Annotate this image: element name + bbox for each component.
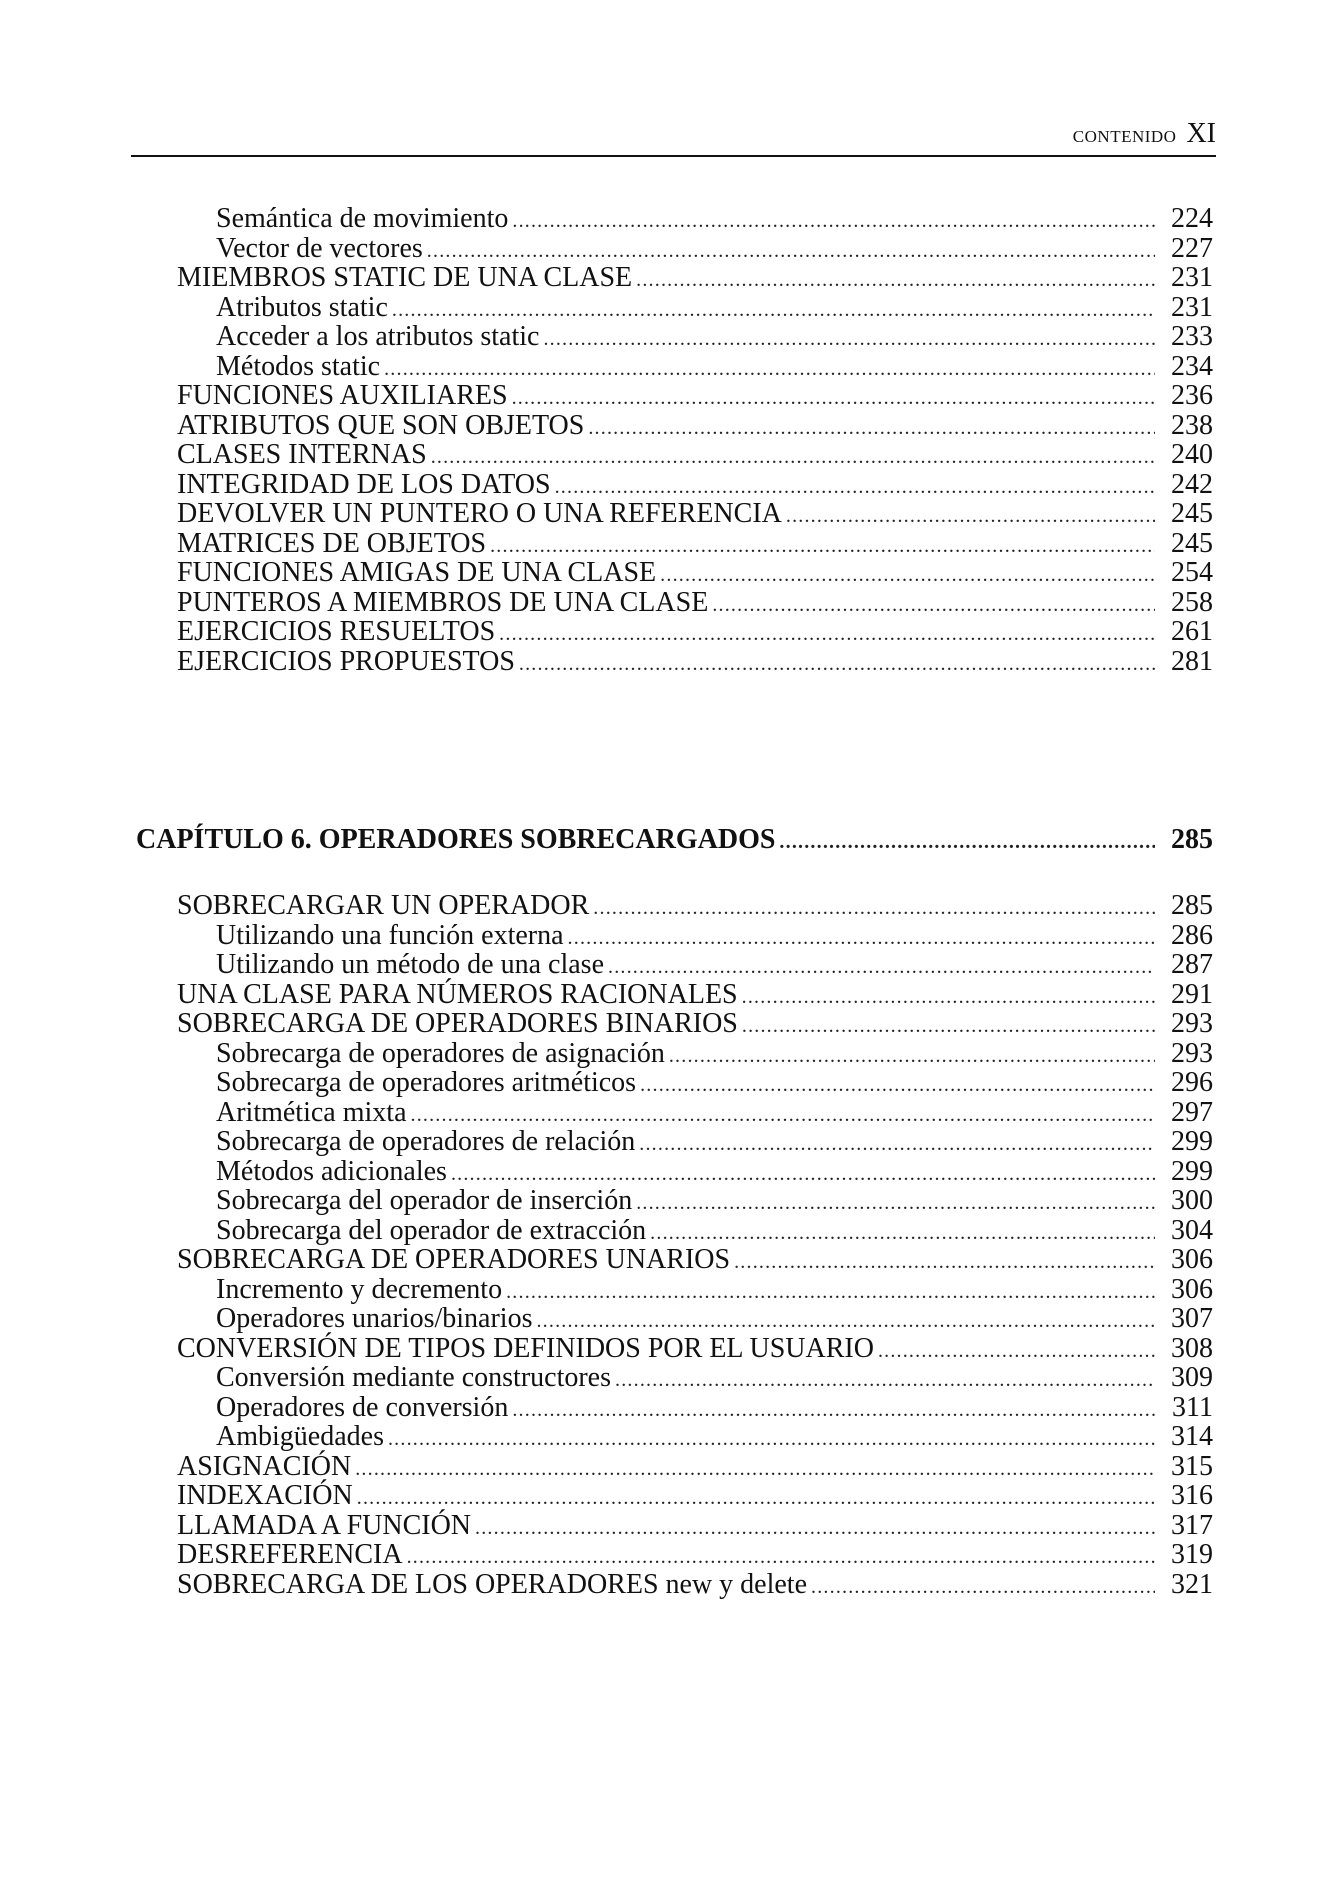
toc-entry-label: Sobrecarga del operador de inserción (216, 1185, 633, 1216)
toc-entry-label: Utilizando una función externa (216, 919, 564, 951)
toc-entry-label: SOBRECARGA DE OPERADORES BINARIOS (177, 1008, 738, 1039)
toc-entry-label: INDEXACIÓN (177, 1480, 353, 1511)
toc-entry-label: Atributos static (216, 291, 388, 323)
toc-entry-page: 231 (1171, 291, 1213, 323)
toc-entry-page: 261 (1171, 616, 1213, 647)
page-number: XI (1186, 118, 1216, 149)
running-header (131, 118, 1216, 150)
toc-entry-page: 234 (1171, 350, 1213, 382)
toc-entry-page: 306 (1171, 1273, 1213, 1305)
dot-leader (519, 648, 1155, 680)
toc-entry-label: CONVERSIÓN DE TIPOS DEFINIDOS POR EL USUARIO (177, 1332, 874, 1364)
toc-entry-page: 299 (1171, 1126, 1213, 1157)
toc-entry-page: 287 (1171, 949, 1213, 980)
toc-entry-page: 245 (1171, 498, 1213, 529)
toc-entry-page: 304 (1171, 1214, 1213, 1246)
toc-entry-label: EJERCICIOS PROPUESTOS (177, 645, 515, 677)
toc-entry-page: 285 (1171, 824, 1213, 855)
toc-entry-page: 308 (1171, 1332, 1213, 1364)
header-rule (131, 155, 1216, 157)
toc-entry-page: 321 (1171, 1568, 1213, 1600)
toc-entry-label: MIEMBROS STATIC DE UNA CLASE (177, 262, 633, 293)
toc-entry-page: 314 (1171, 1421, 1213, 1452)
toc-entry-page: 307 (1171, 1303, 1213, 1334)
toc-entry-label: Sobrecarga de operadores de relación (216, 1126, 636, 1157)
toc-entry-page: 306 (1171, 1244, 1213, 1275)
dot-leader (779, 826, 1155, 858)
toc-entry-page: 281 (1171, 645, 1213, 677)
toc-entry-label: Vector de vectores (216, 232, 423, 264)
toc-entry-page: 316 (1171, 1480, 1213, 1511)
toc-entry-label: Métodos static (216, 350, 381, 382)
toc-chapter-entry (136, 824, 1213, 858)
toc-entry-page: 317 (1171, 1509, 1213, 1541)
toc-entry-page: 286 (1171, 919, 1213, 951)
running-title: CONTENIDO (1072, 127, 1177, 146)
toc-entry-label: Semántica de movimiento (216, 203, 509, 234)
toc-entry-label: Sobrecarga del operador de extracción (216, 1214, 647, 1246)
toc-entry-label: Ambigüedades (216, 1421, 384, 1452)
toc-entry-label: Utilizando un método de una clase (216, 949, 604, 980)
toc-entry-label: Operadores de conversión (216, 1391, 509, 1423)
toc-entry-label: SOBRECARGAR UN OPERADOR (177, 890, 590, 921)
toc-entry-label: SOBRECARGA DE LOS OPERADORES new y delete (177, 1568, 808, 1600)
toc-entry-page: 293 (1171, 1037, 1213, 1069)
toc-entry (177, 1569, 1213, 1603)
toc-entry-page: 291 (1171, 978, 1213, 1010)
toc-entry-label: Acceder a los atributos static (216, 321, 540, 352)
toc-entry-page: 242 (1171, 468, 1213, 500)
toc-entry-label: ATRIBUTOS QUE SON OBJETOS (177, 409, 585, 441)
dot-leader (811, 1571, 1155, 1603)
toc-entry-page: 309 (1171, 1362, 1213, 1393)
toc-entry-label: PUNTEROS A MIEMBROS DE UNA CLASE (177, 586, 709, 618)
toc-entry-label: CAPÍTULO 6. OPERADORES SOBRECARGADOS (136, 824, 776, 855)
toc-entry-page: 224 (1171, 203, 1213, 234)
toc-entry-page: 299 (1171, 1155, 1213, 1187)
toc-entry-page: 285 (1171, 890, 1213, 921)
toc-entry-label: DESREFERENCIA (177, 1539, 403, 1570)
toc-entry (177, 646, 1213, 680)
toc-entry-page: 300 (1171, 1185, 1213, 1216)
toc-entry-page: 258 (1171, 586, 1213, 618)
toc-entry-label: Aritmética mixta (216, 1096, 407, 1128)
toc-entry-label: FUNCIONES AUXILIARES (177, 380, 508, 411)
toc-entry-label: SOBRECARGA DE OPERADORES UNARIOS (177, 1244, 731, 1275)
toc-entry-label: Conversión mediante constructores (216, 1362, 612, 1393)
toc-entry-label: UNA CLASE PARA NÚMEROS RACIONALES (177, 978, 738, 1010)
toc-entry-page: 311 (1172, 1391, 1213, 1423)
toc-entry-page: 254 (1171, 557, 1213, 588)
toc-entry-label: MATRICES DE OBJETOS (177, 527, 487, 559)
toc-entry-label: Métodos adicionales (216, 1155, 447, 1187)
toc-entry-page: 233 (1171, 321, 1213, 352)
toc-entry-page: 236 (1171, 380, 1213, 411)
toc-entry-page: 227 (1171, 232, 1213, 264)
toc-entry-page: 238 (1171, 409, 1213, 441)
toc-entry-page: 297 (1171, 1096, 1213, 1128)
toc-entry-page: 293 (1171, 1008, 1213, 1039)
toc-entry-label: EJERCICIOS RESUELTOS (177, 616, 496, 647)
toc-entry-label: CLASES INTERNAS (177, 439, 427, 470)
toc-entry-label: DEVOLVER UN PUNTERO O UNA REFERENCIA (177, 498, 782, 529)
toc-entry-label: Operadores unarios/binarios (216, 1303, 533, 1334)
toc-entry-page: 245 (1171, 527, 1213, 559)
toc-entry-page: 231 (1171, 262, 1213, 293)
toc-entry-label: LLAMADA A FUNCIÓN (177, 1509, 472, 1541)
toc-entry-page: 319 (1171, 1539, 1213, 1570)
toc-entry-label: FUNCIONES AMIGAS DE UNA CLASE (177, 557, 657, 588)
toc-entry-label: INTEGRIDAD DE LOS DATOS (177, 468, 551, 500)
toc-entry-label: ASIGNACIÓN (177, 1450, 352, 1482)
toc-entry-label: Incremento y decremento (216, 1273, 503, 1305)
toc-entry-label: Sobrecarga de operadores aritméticos (216, 1067, 637, 1098)
toc-entry-page: 240 (1171, 439, 1213, 470)
toc-entry-label: Sobrecarga de operadores de asignación (216, 1037, 665, 1069)
toc-entry-page: 296 (1171, 1067, 1213, 1098)
toc-entry-page: 315 (1171, 1450, 1213, 1482)
